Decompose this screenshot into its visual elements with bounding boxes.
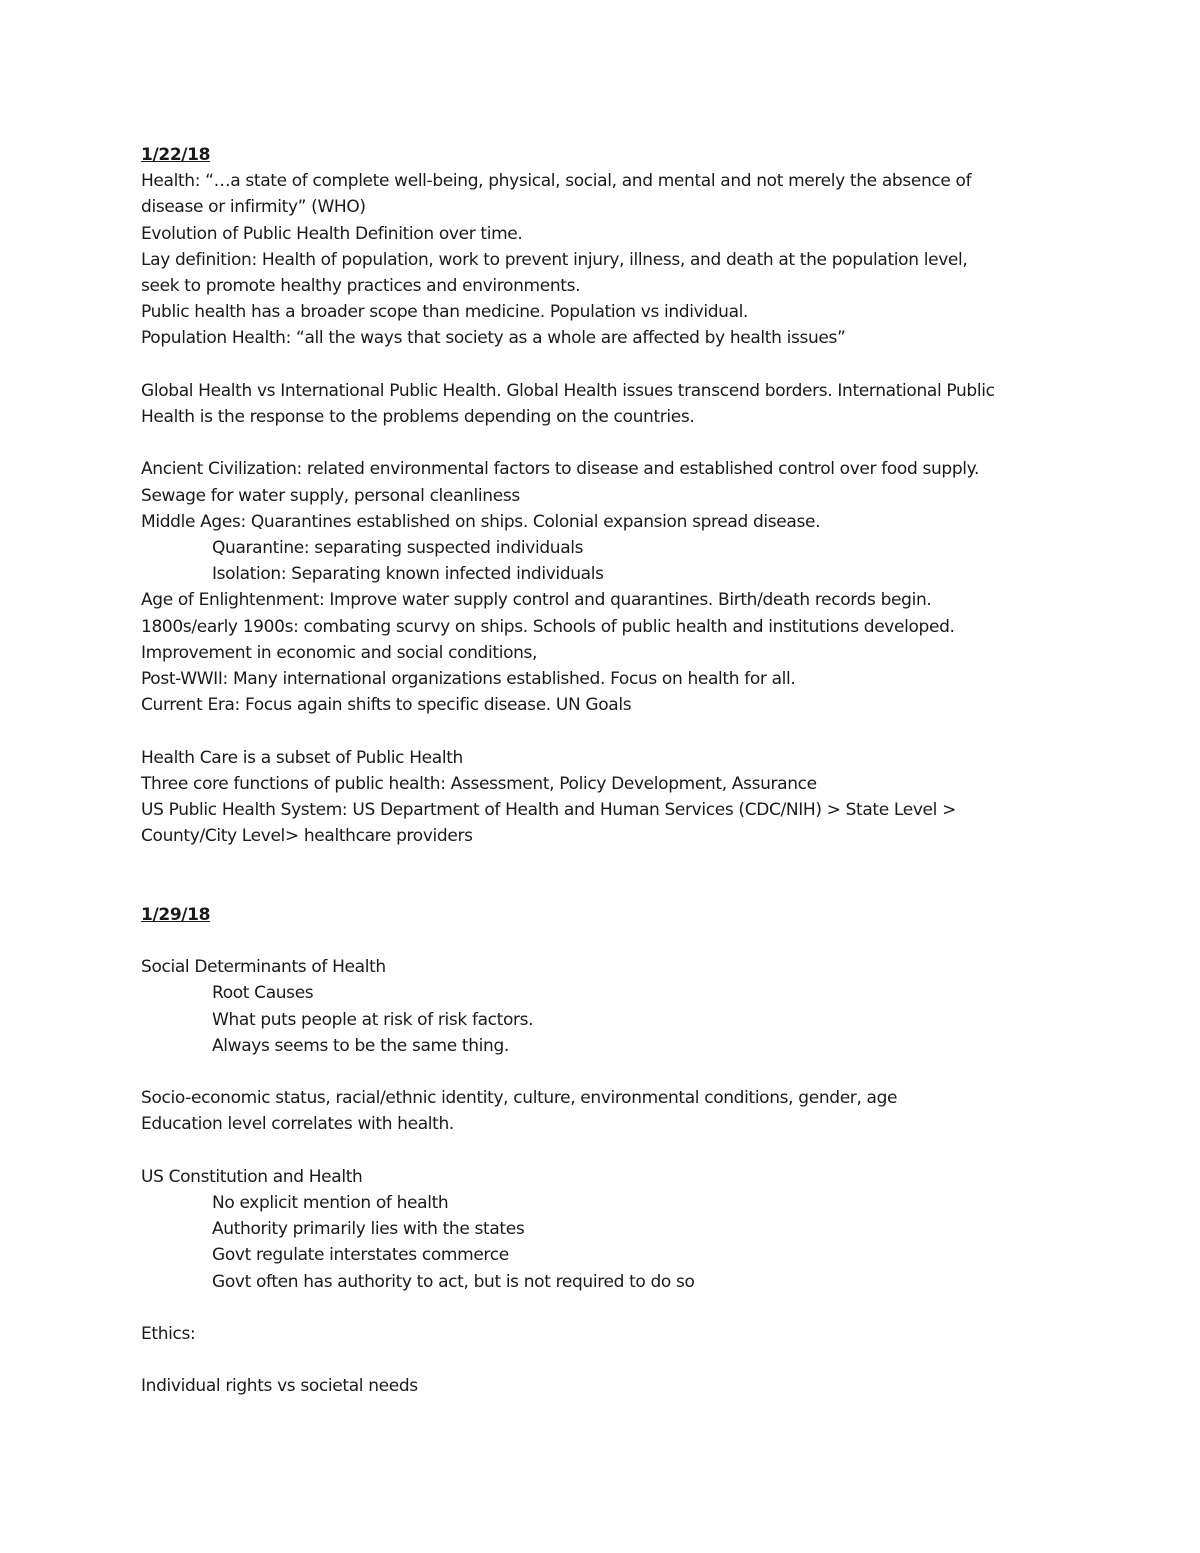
note-line: Public health has a broader scope than medicine. Population vs individual. [141,302,749,323]
note-line: Evolution of Public Health Definition over time. [141,223,523,244]
note-line: Three core functions of public health: Assessment, Policy Development, Assurance [141,773,817,794]
note-line: Education level correlates with health. [141,1114,454,1135]
note-line: County/City Level> healthcare providers [141,826,473,847]
indented-note-line: Isolation: Separating known infected individuals [212,564,604,585]
indented-note-line: Always seems to be the same thing. [212,1035,509,1056]
blank-line [141,430,1076,456]
date-heading-1: 1/22/18 [141,145,211,165]
indented-note-line: Root Causes [212,983,314,1004]
note-line: Age of Enlightenment: Improve water supply control and quarantines. Birth/death records begin. [141,590,932,611]
note-line: Individual rights vs societal needs [141,1376,418,1397]
blank-line [141,1059,1076,1085]
note-line: 1800s/early 1900s: combating scurvy on ships. Schools of public health and institutions developed. [141,616,955,637]
blank-line [141,718,1076,744]
note-line: seek to promote healthy practices and environments. [141,276,581,297]
note-line: Health is the response to the problems depending on the countries. [141,407,695,428]
indented-note-line: Govt regulate interstates commerce [212,1245,509,1266]
blank-line [141,876,1076,902]
section-heading: US Constitution and Health [141,1166,363,1187]
note-line: Ancient Civilization: related environmental factors to disease and established control over food supply. [141,459,979,480]
blank-line [141,352,1076,378]
note-line: Health: “…a state of complete well-being, physical, social, and mental and not merely the absence of [141,171,972,192]
note-line: Current Era: Focus again shifts to specific disease. UN Goals [141,695,632,716]
indented-note-line: Quarantine: separating suspected individuals [212,538,584,559]
blank-line [141,928,1076,954]
blank-line [141,849,1076,875]
note-line: Lay definition: Health of population, work to prevent injury, illness, and death at the population level, [141,249,968,270]
indented-note-line: No explicit mention of health [212,1193,449,1213]
blank-line [141,1138,1076,1164]
notes-body [141,142,1076,1400]
indented-note-line: Govt often has authority to act, but is not required to do so [212,1271,695,1292]
indented-note-line: What puts people at risk of risk factors. [212,1009,534,1030]
indented-note-line: Authority primarily lies with the states [212,1219,525,1240]
note-line: Health Care is a subset of Public Health [141,747,463,768]
note-line: Sewage for water supply, personal cleanliness [141,485,520,506]
date-heading-2: 1/29/18 [141,904,211,925]
note-line: Population Health: “all the ways that society as a whole are affected by health issues” [141,328,846,349]
note-line: Middle Ages: Quarantines established on ships. Colonial expansion spread disease. [141,511,821,532]
blank-line [141,1347,1076,1373]
section-heading: Ethics: [141,1324,196,1344]
note-line: Post-WWII: Many international organizations established. Focus on health for all. [141,669,796,690]
section-heading: Social Determinants of Health [141,957,386,978]
note-line: US Public Health System: US Department of Health and Human Services (CDC/NIH) > State Level > [141,800,956,821]
note-line: disease or infirmity” (WHO) [141,197,366,218]
note-line: Socio-economic status, racial/ethnic identity, culture, environmental conditions, gender, age [141,1088,898,1109]
note-line: Improvement in economic and social conditions, [141,642,538,663]
blank-line [141,1295,1076,1321]
note-line: Global Health vs International Public Health. Global Health issues transcend borders. International Public [141,380,995,401]
